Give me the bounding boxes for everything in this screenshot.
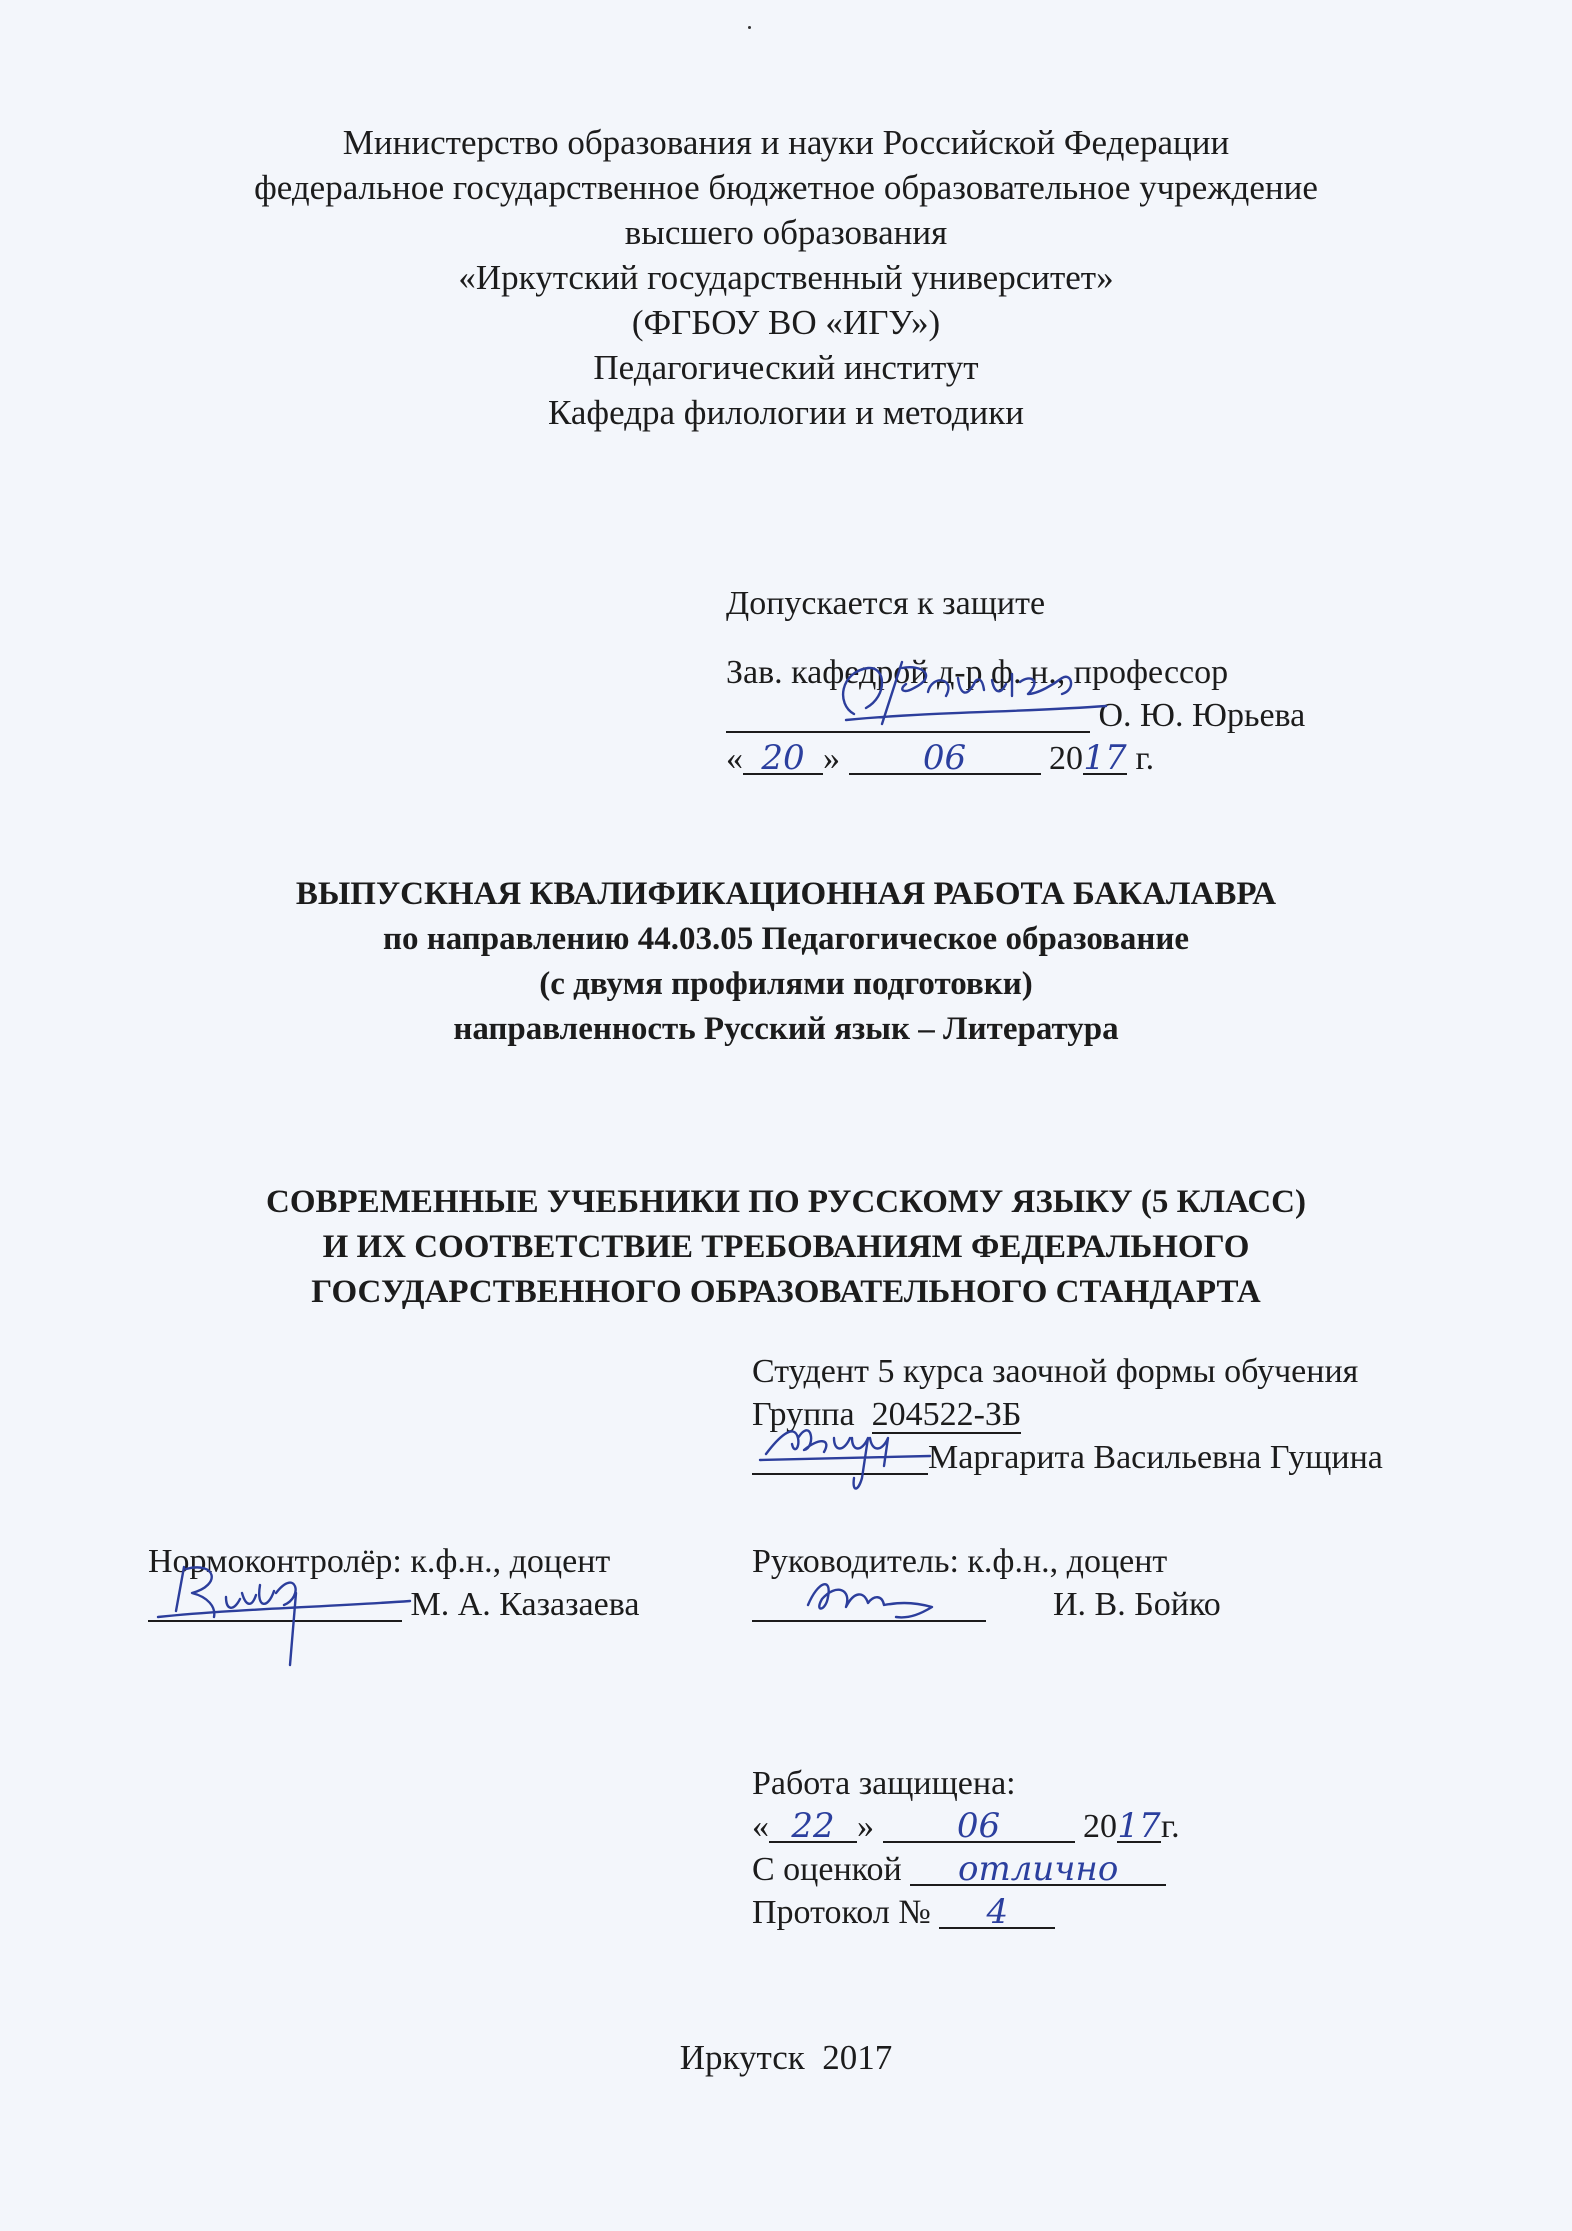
normocontrol-signature [156, 1557, 416, 1667]
approval-year: 17 [1083, 738, 1127, 778]
education-level-line: высшего образования [624, 213, 948, 252]
title-line-2: И ИХ СООТВЕТСТВИЕ ТРЕБОВАНИЯМ ФЕДЕРАЛЬНОГО [322, 1229, 1250, 1265]
normocontrol-name: М. А. Казазаева [410, 1586, 640, 1623]
city-year: Иркутск 2017 [679, 2038, 893, 2077]
approval-day: 20 [743, 743, 823, 775]
grade-label: С оценкой [752, 1851, 902, 1888]
supervisor-name: И. В. Бойко [1053, 1586, 1221, 1623]
grade-value: отлично [910, 1854, 1166, 1886]
defense-block: Работа защищена: « 22 » 06 2017г. С оценкой отлично Протокол № 4 [752, 1762, 1180, 1934]
department-line: Кафедра филологии и методики [548, 393, 1024, 432]
university-name-line: «Иркутский государственный университет» [458, 258, 1114, 297]
approval-month: 06 [849, 743, 1041, 775]
ministry-line: Министерство образования и науки Российской Федерации [342, 123, 1230, 162]
student-signature [758, 1408, 938, 1508]
defense-day: 22 [769, 1811, 857, 1843]
supervisor-role: Руководитель: к.ф.н., доцент [752, 1543, 1168, 1580]
approval-block: Допускается к защите Зав. кафедрой д-р ф. н., профессор О. Ю. Юрьева « 20 » 06 2017 г. [726, 582, 1305, 780]
thesis-orientation: направленность Русский язык – Литература [453, 1011, 1119, 1047]
defense-label: Работа защищена: [752, 1765, 1016, 1802]
thesis-title [0, 1180, 1572, 1315]
university-abbr-line: (ФГБОУ ВО «ИГУ») [631, 303, 941, 342]
admitted-text: Допускается к защите [726, 585, 1046, 622]
title-line-1: СОВРЕМЕННЫЕ УЧЕБНИКИ ПО РУССКОМУ ЯЗЫКУ (5 КЛАСС) [266, 1184, 1306, 1220]
student-course: Студент 5 курса заочной формы обучения [752, 1353, 1359, 1390]
thesis-profiles: (с двумя профилями подготовки) [539, 966, 1033, 1002]
head-name: О. Ю. Юрьева [1098, 697, 1306, 734]
scan-speck [748, 26, 751, 29]
head-position: Зав. кафедрой д-р ф. н., профессор [726, 654, 1229, 691]
group-label: Группа [752, 1396, 855, 1433]
thesis-heading: ВЫПУСКНАЯ КВАЛИФИКАЦИОННАЯ РАБОТА БАКАЛАВРА [295, 876, 1277, 912]
normocontrol-role: Нормоконтролёр: к.ф.н., доцент [148, 1543, 611, 1580]
normocontrol-block [148, 1540, 639, 1626]
protocol-number: 4 [939, 1897, 1055, 1929]
supervisor-signature [792, 1561, 962, 1641]
student-block [752, 1350, 1383, 1479]
supervisor-block [752, 1540, 1221, 1626]
protocol-label: Протокол № [752, 1894, 931, 1931]
defense-month: 06 [883, 1811, 1075, 1843]
institution-header [0, 120, 1572, 435]
institute-line: Педагогический институт [593, 348, 979, 387]
thesis-type [0, 872, 1572, 1052]
head-signature [806, 654, 1136, 738]
group-value: 204522-ЗБ [871, 1396, 1022, 1433]
thesis-direction: по направлению 44.03.05 Педагогическое образование [382, 921, 1190, 957]
institution-type-line: федеральное государственное бюджетное образовательное учреждение [254, 168, 1318, 207]
title-line-3: ГОСУДАРСТВЕННОГО ОБРАЗОВАТЕЛЬНОГО СТАНДАРТА [311, 1274, 1261, 1310]
student-name: Маргарита Васильевна Гущина [928, 1439, 1383, 1476]
defense-year: 17 [1117, 1806, 1161, 1846]
